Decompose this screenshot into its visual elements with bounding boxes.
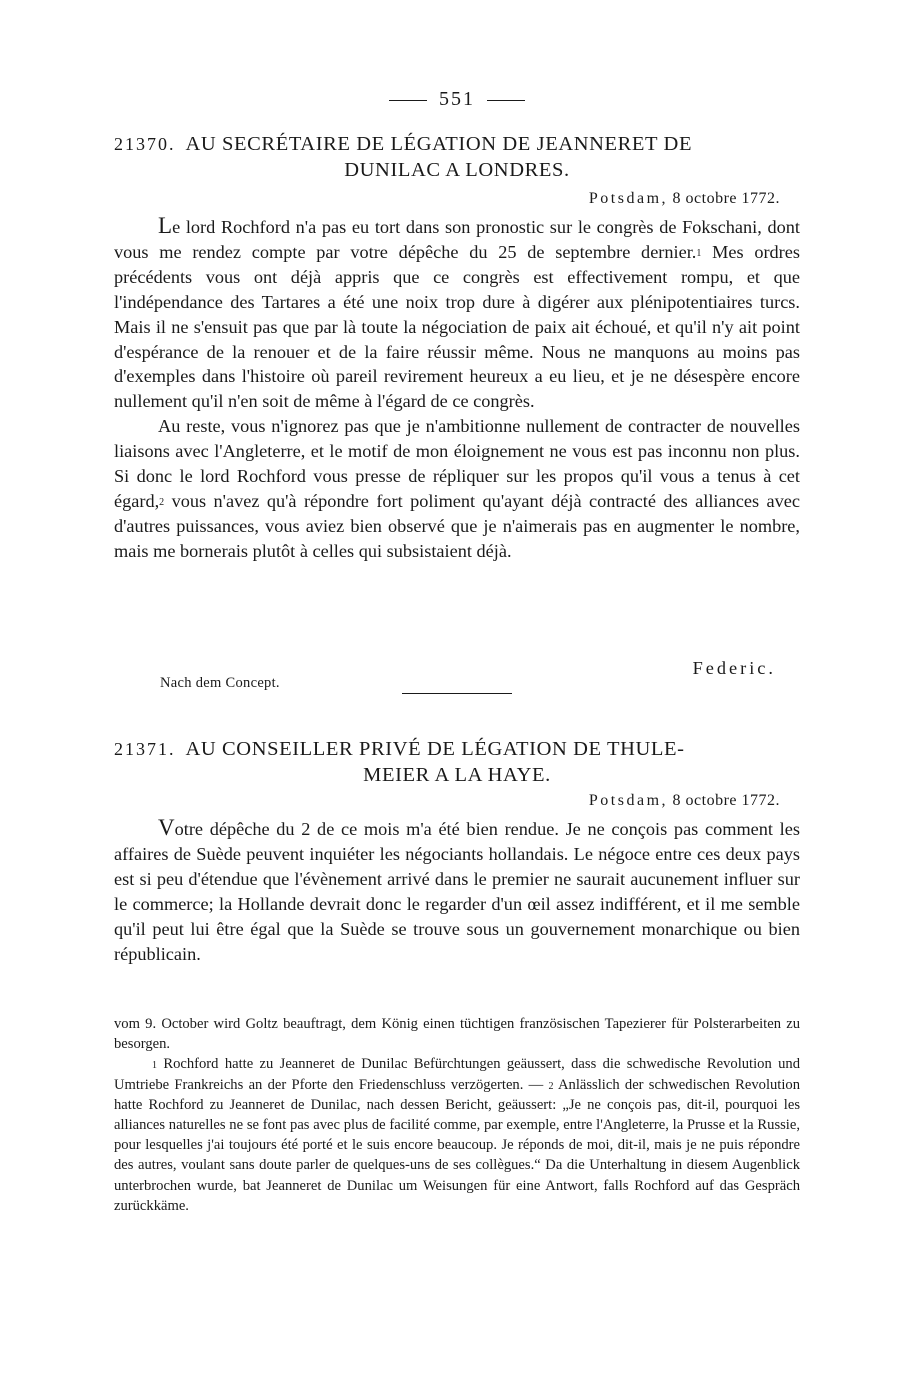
letter2-dateline (589, 792, 780, 810)
letter1-dateline (589, 190, 780, 208)
footnote-ref-1: 1 (696, 247, 702, 259)
letter2-body (114, 816, 800, 966)
footnote-2-mark: 2 (548, 1080, 554, 1092)
letter2-paragraph-1 (114, 816, 800, 966)
letter1-dropcap: L (158, 213, 173, 238)
letter1-p2-text-b: vous n'avez qu'à répondre fort poliment qu'ayant déjà contracté des alliances avec d'autres puissances, vous aviez bien observé que je n'aimerais pas en augmenter le nombre, mais me bornerais plutôt à celles qui subsistaient déjà. (114, 490, 800, 561)
section-separator (402, 693, 512, 694)
letter1-paragraph-1 (114, 214, 800, 414)
letter1-heading-line2: DUNILAC A LONDRES. (344, 159, 570, 181)
letter1-body (114, 214, 800, 564)
footnote-1-and-2 (114, 1054, 800, 1216)
letter1-date: 8 octobre 1772. (672, 190, 780, 207)
page-number (114, 88, 800, 111)
letter1-signature: Federic. (692, 658, 776, 678)
letter2-heading (114, 736, 800, 788)
page-number-dash-right (487, 100, 525, 101)
letter1-p1-text-a: e lord Rochford n'a pas eu tort dans son pronostic sur le congrès de Fokschani, dont vous me rendez compte par votre dépêche du 25 de septembre dernier. (114, 217, 800, 262)
letter1-heading (114, 131, 800, 183)
letter2-place: Potsdam, (588, 792, 669, 809)
letter2-p1-text: otre dépêche du 2 de ce mois m'a été bien rendue. Je ne conçois pas comment les affaires de Suède peuvent inquiéter les négociants hollandais. Le négoce entre ces deux pays est si peu d'étendue que l'évènement arrivé dans le premier ne saurait aucunement influer sur le commerce; la Hollande devrait donc le regarder d'un œil assez indifférent, et il me semble qu'il peut lui être égal que la Suède se trouve sous un gouvernement monarchique ou bien républicain. (114, 819, 800, 964)
footnote-1-text: Rochford hatte zu Jeanneret de Dunilac Befürchtungen geäussert, dass die schwedische Revolution und Umtriebe Frankreichs an der Pforte den Friedenschluss verzögerten. — (114, 1056, 800, 1093)
letter1-p1-text-b: Mes ordres précédents vous ont déjà appris que ce congrès est effectivement rompu, et que l'indépendance des Tartares a été une noix trop dure à digérer aux plénipotentiaires turcs. Mais il ne s'ensuit pas que par là toute la négociation de paix ait échoué, et qu'il n'y ait point d'espérance de la renouer et de la faire réussir même. Nous ne manquons au moins pas d'exemples dans l'histoire où pareil revirement heureux a eu lieu, et je ne désespère encore nullement qu'il n'en soit de même à l'égard de ce congrès. (114, 241, 801, 412)
letter2-date: 8 octobre 1772. (672, 792, 780, 809)
letter2-number: 21371. (114, 739, 176, 759)
page-number-value: 551 (439, 88, 475, 110)
letter2-heading-line2: MEIER A LA HAYE. (363, 764, 551, 786)
letter1-place: Potsdam, (588, 190, 669, 207)
footnotes (114, 1014, 800, 1216)
letter1-p2-text-a: Au reste, vous n'ignorez pas que je n'ambitionne nullement de contracter de nouvelles liaisons avec l'Angleterre, et le motif de mon éloignement ne vous est pas inconnu non plus. Si donc le lord Rochford vous presse de répliquer sur les propos qu'il vous a tenus à cet égard, (114, 416, 800, 511)
footnote-carryover: vom 9. October wird Goltz beauftragt, dem König einen tüchtigen französischen Tapezierer für Polsterarbeiten zu besorgen. (114, 1016, 800, 1053)
letter1-paragraph-2 (114, 414, 800, 563)
letter1-heading-line1: AU SECRÉTAIRE DE LÉGATION DE JEANNERET DE (185, 133, 693, 155)
letter1-number: 21370. (114, 134, 176, 154)
letter1-source-note: Nach dem Concept. (160, 675, 280, 691)
letter2-heading-line1: AU CONSEILLER PRIVÉ DE LÉGATION DE THULE- (185, 738, 685, 760)
footnote-ref-2: 2 (159, 496, 165, 508)
footnote-1-mark: 1 (152, 1060, 157, 1072)
footnote-2-text: Anlässlich der schwedischen Revolution hatte Rochford zu Jeanneret de Dunilac, nach dessen Bericht, geäussert: „Je ne conçois pas, dit-il, pourquoi les alliances naturelles ne se font pas avec plus de facilité comme, par exemple, entre l'Angleterre, la Prusse et la Russie, pour lesquelles j'ai toujours été porté et le suis encore beaucoup. Je réponds de moi, dit-il, mais je ne puis répondre des autres, voulant sans doute parler de quelques-uns de ses collègues.“ Da die Unterhaltung in diesem Augenblick unterbrochen wurde, bat Jeanneret de Dunilac um Weisungen für eine Antwort, falls Rochford auf das Gespräch zurückkäme. (114, 1076, 800, 1214)
page-number-dash-left (389, 100, 427, 101)
letter2-dropcap: V (158, 815, 175, 840)
